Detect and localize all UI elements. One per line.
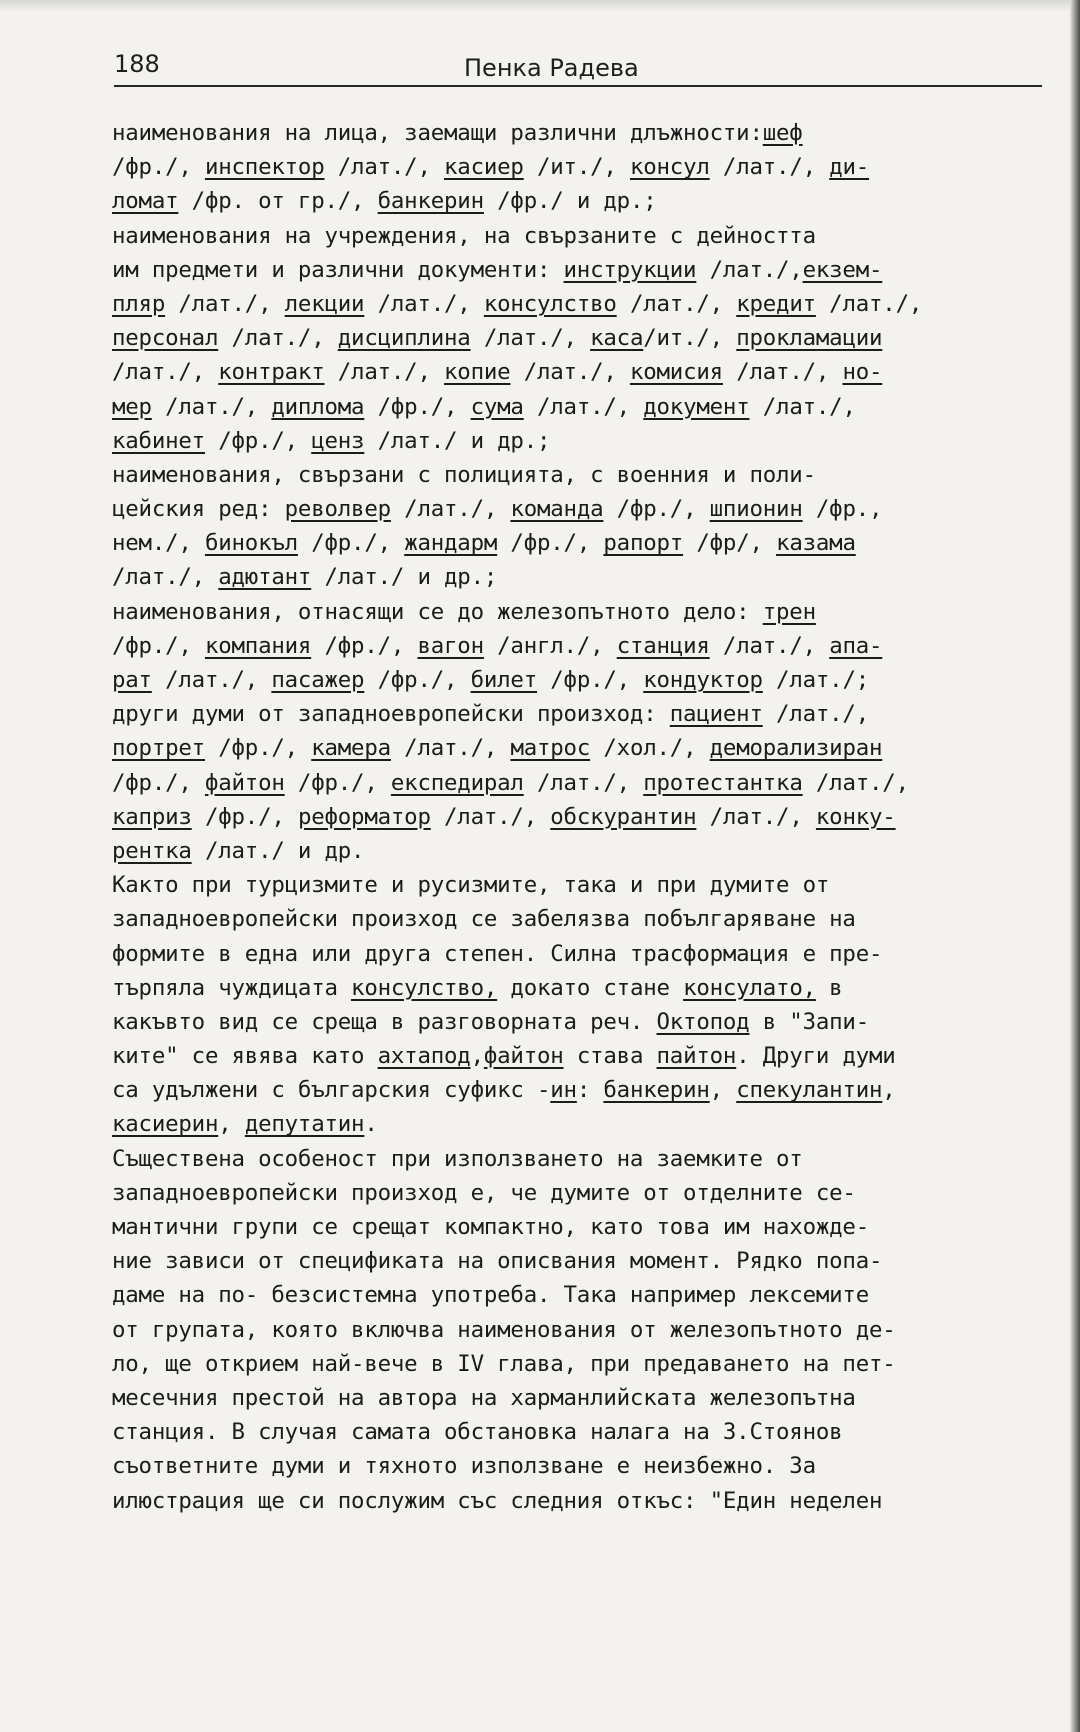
underlined-word: мер <box>112 393 152 420</box>
text-run: /лат./, <box>364 290 484 317</box>
underlined-word: адютант <box>218 564 312 591</box>
text-run: /ит./, <box>523 154 630 181</box>
text-run: /лат./ и др.; <box>364 427 551 454</box>
underlined-word: пациент <box>669 701 763 728</box>
text-run: /лат./, <box>749 393 856 420</box>
text-run: /лат./, <box>802 769 909 796</box>
underlined-word: протестантка <box>643 769 803 796</box>
text-run: западноевропейски произход е, че думите от отделните се- <box>112 1179 856 1206</box>
text-run: /фр. от гр./, <box>178 188 378 215</box>
text-run: /лат./, <box>815 290 923 317</box>
text-run: . Други думи <box>736 1043 896 1070</box>
borrowed-words-list <box>112 116 1052 868</box>
text-line <box>112 150 1052 184</box>
underlined-word: пляр <box>112 290 166 317</box>
text-run: , <box>709 1077 737 1104</box>
underlined-word: консулато, <box>683 974 816 1001</box>
underlined-word: трен <box>762 598 816 625</box>
text-line <box>112 834 1052 868</box>
text-run: /хол./, <box>590 735 710 762</box>
underlined-word: рентка <box>112 837 192 864</box>
text-run: ние зависи от спецификата на описвания момент. Рядко попа- <box>112 1248 883 1275</box>
underlined-word: ломат <box>112 188 179 215</box>
paragraph-adaptation <box>112 868 1052 1142</box>
text-run: /лат./, <box>151 667 272 693</box>
underlined-word: кабинет <box>112 427 205 454</box>
underlined-word: прокламации <box>736 325 883 352</box>
underlined-word: каприз <box>112 803 192 830</box>
text-run: /фр/, <box>683 530 777 557</box>
text-run: наименования на учреждения, на свързаните с дейността <box>112 222 816 249</box>
underlined-word: документ <box>643 393 750 420</box>
text-run: /фр./, <box>204 427 312 454</box>
underlined-word: шеф <box>762 120 803 146</box>
text-run: какъвто вид се среща в разговорната реч. <box>112 1008 657 1035</box>
text-line <box>112 800 1052 834</box>
text-run: /лат./, <box>112 564 219 591</box>
underlined-word: рат <box>112 667 152 693</box>
text-run: : <box>576 1077 604 1104</box>
underlined-word: ахтапод <box>377 1043 471 1070</box>
text-line <box>112 663 1052 697</box>
text-run: /лат./, <box>165 290 285 317</box>
underlined-word: консулство <box>483 290 617 317</box>
text-line <box>112 1005 1052 1039</box>
page-number: 188 <box>114 50 160 78</box>
underlined-word: диплома <box>271 393 365 420</box>
underlined-word: консулство, <box>351 974 498 1001</box>
text-line <box>112 1347 1052 1381</box>
text-run: съответните думи и тяхното използване е неизбежно. За <box>112 1453 816 1480</box>
text-run: /фр./, <box>497 530 604 557</box>
underlined-word: бинокъл <box>204 530 298 557</box>
text-run: от групата, която включва наименования от железопътното де- <box>112 1316 896 1343</box>
text-run: /фр./ и др.; <box>483 188 657 215</box>
text-line <box>112 731 1052 765</box>
text-line <box>112 1449 1052 1483</box>
text-run: /лат./, <box>722 359 843 386</box>
text-run: станция. В случая самата обстановка налага на З.Стоянов <box>112 1419 843 1446</box>
text-run: в "Запи- <box>749 1008 869 1035</box>
text-run: /фр., <box>802 496 883 523</box>
text-run: /лат./, <box>762 701 869 728</box>
text-run: нем./, <box>112 530 205 557</box>
text-line <box>112 253 1052 287</box>
underlined-word: кредит <box>736 290 816 317</box>
underlined-word: файтон <box>483 1043 564 1070</box>
underlined-word: инструкции <box>563 256 697 283</box>
text-run: наименования, свързани с полицията, с военния и поли- <box>112 461 816 488</box>
underlined-word: рапорт <box>603 530 684 557</box>
text-run: /лат./, <box>696 803 816 830</box>
text-run: /лат./, <box>112 359 219 386</box>
text-run: , <box>882 1077 896 1104</box>
running-head <box>114 50 1042 86</box>
text-run: ките" се явява като <box>112 1043 378 1070</box>
text-run: илюстрация ще си послужим със следния откъс: "Един неделен <box>112 1487 883 1514</box>
text-run: ло, ще открием най-вече в IV глава, при предаването на пет- <box>112 1350 896 1377</box>
underlined-word: реформатор <box>297 803 431 830</box>
text-run: , <box>218 1111 245 1138</box>
underlined-word: пасажер <box>271 667 365 693</box>
text-line <box>112 184 1052 218</box>
text-run: търпяла чуждицата <box>112 974 352 1001</box>
text-run: /лат./, <box>218 325 338 352</box>
text-run: /лат./, <box>151 393 272 420</box>
underlined-word: ди- <box>829 154 870 181</box>
running-title: Пенка Радева <box>464 54 639 82</box>
text-line <box>112 219 1052 253</box>
underlined-word: сума <box>470 393 524 420</box>
text-run: /фр./, <box>112 154 205 181</box>
underlined-word: лекции <box>284 290 365 317</box>
text-run: /лат./, <box>390 496 511 523</box>
text-line <box>112 1107 1052 1141</box>
underlined-word: банкерин <box>377 188 484 215</box>
underlined-word: дисциплина <box>337 325 471 352</box>
text-line <box>112 1142 1052 1176</box>
underlined-word: команда <box>510 496 604 523</box>
underlined-word: касиерин <box>112 1111 219 1138</box>
text-run: /фр./, <box>112 632 205 659</box>
text-line <box>112 937 1052 971</box>
text-line <box>112 1381 1052 1415</box>
underlined-word: спекулантин <box>736 1077 883 1104</box>
text-run: /ит./, <box>643 325 737 352</box>
underlined-word: шпионин <box>709 496 803 523</box>
text-run: други думи от западноевропейски произход: <box>112 701 670 728</box>
text-run: в <box>815 974 843 1001</box>
header-rule <box>114 85 1042 87</box>
underlined-word: камера <box>311 735 391 762</box>
underlined-word: компания <box>204 632 312 659</box>
underlined-word: казама <box>776 530 856 557</box>
text-run: /фр./, <box>603 496 710 523</box>
underlined-word: пайтон <box>656 1043 737 1070</box>
underlined-word: деморализиран <box>709 735 883 762</box>
text-run: западноевропейски произход се забелязва побългаряване на <box>112 906 856 933</box>
underlined-word: револвер <box>284 496 391 523</box>
text-run: става <box>563 1043 657 1070</box>
text-run: /фр./, <box>364 393 471 420</box>
text-line <box>112 1176 1052 1210</box>
text-line <box>112 766 1052 800</box>
text-run: , <box>470 1043 484 1070</box>
text-run: /лат./, <box>324 359 445 386</box>
underlined-word: касиер <box>444 154 524 181</box>
text-line <box>112 355 1052 389</box>
underlined-word: кондуктор <box>643 667 763 693</box>
underlined-word: ин <box>550 1077 577 1104</box>
text-line <box>112 1244 1052 1278</box>
text-run: даме на по- безсистемна употреба. Така например лексемите <box>112 1282 869 1309</box>
text-run: /лат./ и др.; <box>311 564 498 591</box>
text-run: /лат./, <box>470 325 591 352</box>
text-line <box>112 1415 1052 1449</box>
underlined-word: ценз <box>311 427 365 454</box>
text-line <box>112 971 1052 1005</box>
text-run: месечния престой на автора на харманлийската железопътна <box>112 1384 856 1411</box>
text-run: /лат./, <box>709 632 830 659</box>
underlined-word: контракт <box>218 359 325 386</box>
underlined-word: станция <box>616 632 710 659</box>
text-run: . <box>364 1111 378 1138</box>
underlined-word: каса <box>590 325 644 352</box>
text-line <box>112 526 1052 560</box>
underlined-word: Октопод <box>656 1008 750 1035</box>
text-line <box>112 560 1052 594</box>
underlined-word: вагон <box>417 632 484 659</box>
text-run: Съществена особеност при използването на заемките от <box>112 1145 803 1172</box>
text-run: Както при турцизмите и русизмите, така и при думите от <box>112 872 830 899</box>
text-run: са удължени с българския суфикс - <box>112 1077 551 1104</box>
text-line <box>112 458 1052 492</box>
text-run: /фр./, <box>537 667 644 693</box>
paragraph-semantic-groups <box>112 1142 1052 1518</box>
underlined-word: комисия <box>629 359 723 386</box>
text-run: /лат./; <box>762 667 870 693</box>
underlined-word: експедирал <box>390 769 524 796</box>
text-run: /фр./, <box>311 632 418 659</box>
underlined-word: инспектор <box>204 154 325 181</box>
text-line <box>112 1073 1052 1107</box>
text-line <box>112 629 1052 663</box>
underlined-word: банкерин <box>603 1077 710 1104</box>
text-run: мантични групи се срещат компактно, като това им нахожде- <box>112 1214 869 1240</box>
text-run: /фр./, <box>112 769 205 796</box>
text-line <box>112 321 1052 355</box>
text-run: /лат./ и др. <box>191 837 365 864</box>
text-run: /лат./, <box>523 393 644 420</box>
text-run: докато стане <box>497 974 684 1001</box>
text-run: /лат./, <box>324 154 445 181</box>
text-line <box>112 697 1052 731</box>
text-line <box>112 492 1052 526</box>
underlined-word: файтон <box>204 769 285 796</box>
text-line <box>112 595 1052 629</box>
text-line <box>112 1484 1052 1518</box>
text-line <box>112 1039 1052 1073</box>
text-run: /фр./, <box>204 735 312 762</box>
scan-right-edge <box>1070 0 1080 1732</box>
scan-top-edge <box>0 0 1080 12</box>
underlined-word: билет <box>470 667 537 693</box>
text-run: /лат./, <box>709 154 830 181</box>
text-run: /лат./, <box>430 803 551 830</box>
underlined-word: депутатин <box>244 1111 365 1138</box>
text-line <box>112 287 1052 321</box>
text-run: наименования, отнасящи се до железопътното дело: <box>112 598 763 625</box>
underlined-word: копие <box>444 359 511 386</box>
text-line <box>112 116 1052 150</box>
text-run: /лат./, <box>390 735 511 762</box>
body-text <box>112 116 1052 1518</box>
text-line <box>112 1210 1052 1244</box>
underlined-word: матрос <box>510 735 591 762</box>
text-run: формите в една или друга степен. Силна трасформация е пре- <box>112 940 883 967</box>
text-run: /лат./, <box>510 359 630 386</box>
text-line <box>112 390 1052 424</box>
text-run: /фр./, <box>284 769 391 796</box>
text-run: /фр./, <box>297 530 405 557</box>
text-run: /фр./, <box>364 667 471 693</box>
text-run: цейския ред: <box>112 496 285 523</box>
text-line <box>112 868 1052 902</box>
underlined-word: персонал <box>112 325 219 352</box>
text-run: им предмети и различни документи: <box>112 256 564 283</box>
text-line <box>112 424 1052 458</box>
text-run: /фр./, <box>191 803 298 830</box>
underlined-word: но- <box>842 359 883 386</box>
text-line <box>112 1313 1052 1347</box>
underlined-word: конку- <box>815 803 896 830</box>
underlined-word: жандарм <box>404 530 498 557</box>
text-run: /лат./, <box>616 290 737 317</box>
underlined-word: портрет <box>112 735 205 762</box>
text-line <box>112 902 1052 936</box>
text-run: /лат./, <box>523 769 644 796</box>
underlined-word: апа- <box>829 632 883 659</box>
underlined-word: обскурантин <box>550 803 697 830</box>
underlined-word: екзем- <box>802 256 883 283</box>
text-run: /лат./, <box>696 256 803 283</box>
text-line <box>112 1278 1052 1312</box>
text-run: /англ./, <box>483 632 617 659</box>
underlined-word: консул <box>629 154 710 181</box>
text-run: наименования на лица, заемащи различни длъжности: <box>112 120 763 146</box>
